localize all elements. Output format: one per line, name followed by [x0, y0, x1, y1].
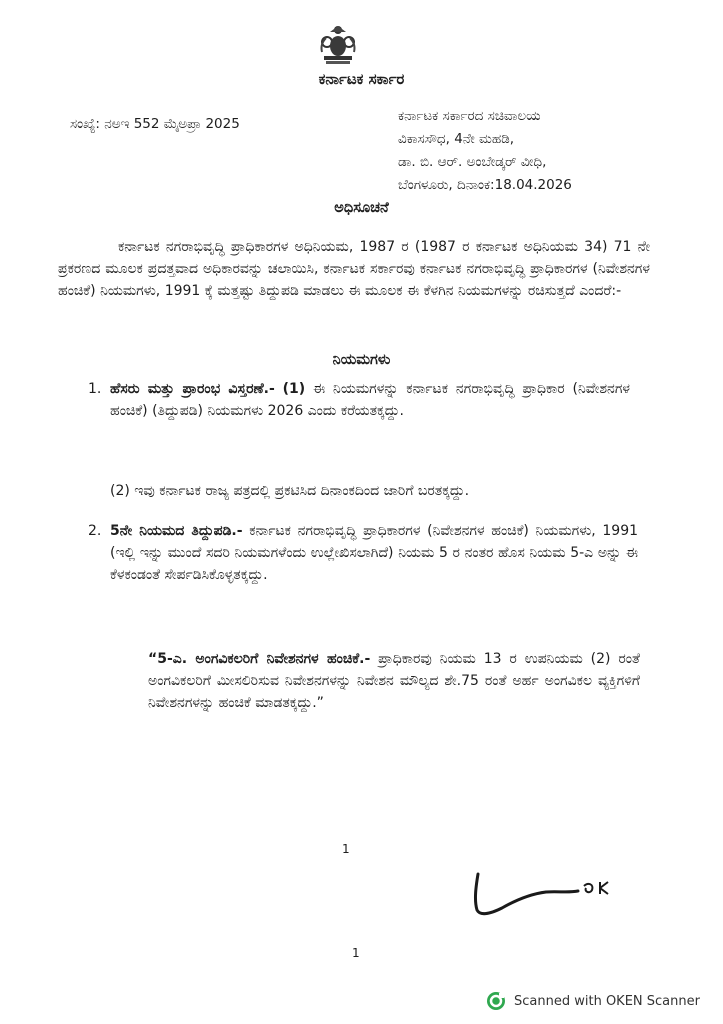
page-number: 1	[352, 946, 360, 960]
rule-1-sub1-label: (1)	[282, 381, 306, 397]
page-number: 1	[342, 842, 350, 856]
rule-2-text: ಕರ್ನಾಟಕ ನಗರಾಭಿವೃದ್ಧಿ ಪ್ರಾಧಿಕಾರಗಳ (ನಿವೇಶನಗಳ ಹಂಚಿಕೆ) ನಿಯಮಗಳು, 1991 (ಇಲ್ಲಿ ಇನ್ನು ಮುಂದೆ ಸದರಿ ನಿಯಮಗಳೆಂದು ಉಲ್ಲೇಖಿಸಲಾಗಿದೆ) ನಿಯಮ 5 ರ ನಂತರ ಹೊಸ ನಿಯಮ 5-ಎ ಅನ್ನು ಈ ಕೆಳಕಂಡಂತೆ ಸೇರ್ಪಡಿಸಿಕೊಳ್ಳತಕ್ಕದ್ದು.	[110, 523, 639, 583]
government-title: ಕರ್ನಾಟಕ ಸರ್ಕಾರ	[318, 70, 405, 88]
rule-2-number: 2.	[88, 523, 102, 539]
rule-5a-heading: “5-ಎ. ಅಂಗವಿಕಲರಿಗೆ ನಿವೇಶನಗಳ ಹಂಚಿಕೆ.-	[148, 651, 371, 667]
address-line: ವಿಕಾಸಸೌಧ, 4ನೇ ಮಹಡಿ,	[398, 131, 515, 147]
address-line: ಡಾ. ಬಿ. ಆರ್. ಅಂಬೇಡ್ಕರ್ ವೀಧಿ,	[398, 154, 547, 170]
rules-title: ನಿಯಮಗಳು	[332, 352, 391, 368]
rule-2	[88, 520, 639, 586]
notification-title: ಅಧಿಸೂಚನೆ	[334, 200, 389, 216]
reference-number: ಸಂಖ್ಯೆ: ನಅಇ 552 ಮೈಅಪ್ರಾ 2025	[70, 116, 240, 132]
rule-1-sub1-text: ಈ ನಿಯಮಗಳನ್ನು ಕರ್ನಾಟಕ ನಗರಾಭಿವೃದ್ಧಿ ಪ್ರಾಧಿಕಾರ (ನಿವೇಶನಗಳ ಹಂಚಿಕೆ) (ತಿದ್ದುಪಡಿ) ನಿಯಮಗಳು 2026 ಎಂದು ಕರೆಯತಕ್ಕದ್ದು.	[110, 381, 631, 419]
address-line-date: ಬೆಂಗಳೂರು, ದಿನಾಂಕ:18.04.2026	[398, 177, 572, 193]
karnataka-emblem-icon	[316, 22, 360, 68]
scanner-watermark	[486, 990, 700, 1012]
rule-5a-text: ಪ್ರಾಧಿಕಾರವು ನಿಯಮ 13 ರ ಉಪನಿಯಮ (2) ರಂತೆ ಅಂಗವಿಕಲರಿಗೆ ಮೀಸಲಿರಿಸುವ ನಿವೇಶನಗಳನ್ನು ನಿವೇಶನ ಮೌಲ್ಯದ ಶೇ.75 ರಂತೆ ಅರ್ಹ ಅಂಗವಿಕಲ ವ್ಯಕ್ತಿಗಳಿಗೆ ನಿವೇಶನಗಳನ್ನು ಹಂಚಿಕೆ ಮಾಡತಕ್ಕದ್ದು.”	[148, 651, 640, 711]
rule-1-number: 1.	[88, 381, 102, 397]
rule-1-heading: ಹೆಸರು ಮತ್ತು ಪ್ರಾರಂಭ ವಿಸ್ತರಣೆ.-	[110, 381, 275, 397]
oken-scanner-logo-icon	[486, 991, 506, 1011]
address-line: ಕರ್ನಾಟಕ ಸರ್ಕಾರದ ಸಚಿವಾಲಯ	[398, 108, 541, 124]
rule-1	[88, 378, 631, 422]
rule-2-heading: 5ನೇ ನಿಯಮದ ತಿದ್ದುಪಡಿ.-	[110, 523, 243, 539]
rule-1-sub2: (2) ಇವು ಕರ್ನಾಟಕ ರಾಜ್ಯ ಪತ್ರದಲ್ಲಿ ಪ್ರಕಟಿಸಿದ ದಿನಾಂಕದಿಂದ ಜಾರಿಗೆ ಬರತಕ್ಕದ್ದು.	[110, 483, 470, 499]
signature	[468, 866, 628, 926]
office-address	[398, 105, 572, 197]
inserted-rule-5a	[148, 648, 640, 714]
scanner-text: Scanned with OKEN Scanner	[514, 993, 700, 1009]
notification-paragraph: ಕರ್ನಾಟಕ ನಗರಾಭಿವೃದ್ಧಿ ಪ್ರಾಧಿಕಾರಗಳ ಅಧಿನಿಯಮ, 1987 ರ (1987 ರ ಕರ್ನಾಟಕ ಅಧಿನಿಯಮ 34) 71 ನೇ ಪ್ರಕರಣದ ಮೂಲಕ ಪ್ರದತ್ತವಾದ ಅಧಿಕಾರವನ್ನು ಚಲಾಯಿಸಿ, ಕರ್ನಾಟಕ ಸರ್ಕಾರವು ಕರ್ನಾಟಕ ನಗರಾಭಿವೃದ್ಧಿ ಪ್ರಾಧಿಕಾರಗಳ (ನಿವೇಶನಗಳ ಹಂಚಿಕೆ) ನಿಯಮಗಳು, 1991 ಕ್ಕೆ ಮತ್ತಷ್ಟು ತಿದ್ದುಪಡಿ ಮಾಡಲು ಈ ಮೂಲಕ ಈ ಕೆಳಗಿನ ನಿಯಮಗಳನ್ನು ರಚಿಸುತ್ತದೆ ಎಂದರೆ:-	[58, 239, 650, 299]
